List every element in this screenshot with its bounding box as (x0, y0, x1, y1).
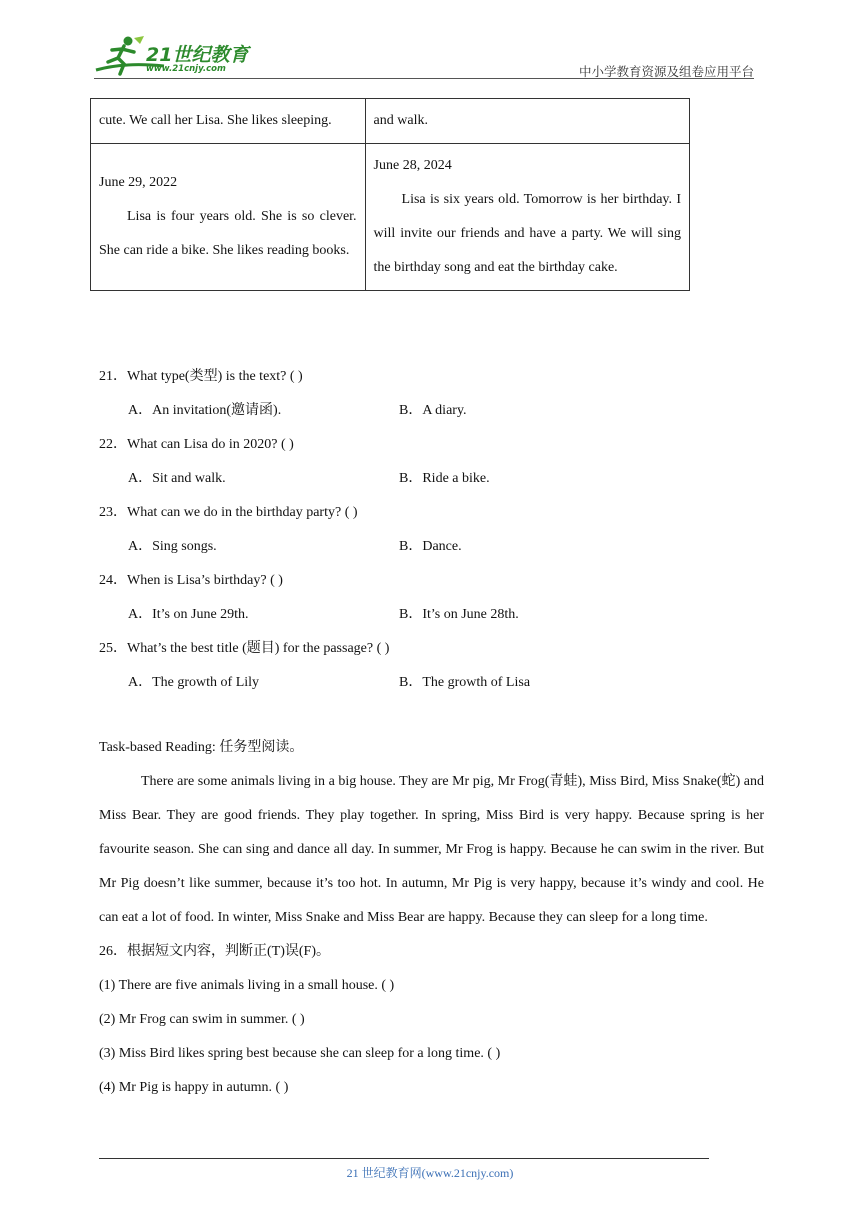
question-text: 22．What can Lisa do in 2020? ( ) (99, 437, 294, 452)
footer-divider (99, 1158, 709, 1159)
reading-paragraph: There are some animals living in a big house. They are Mr pig, Mr Frog(青蛙), Miss Bird, Miss Snake(蛇) and Miss Bear. They are good friends. They play together. In spring, Miss Bird is very happy. Because spring is her favourite season. She can sing and dance all day. In summer, Mr Frog is happy. Because he can swim in the river. But Mr Pig doesn’t like summer, because it’s too hot. In autumn, Mr Pig is very happy, because it’s windy and cool. He can eat a lot of food. In winter, Miss Snake and Miss Bear are happy. Because they can sleep for a long time. (99, 774, 764, 925)
logo-text: 21世纪教育 (146, 44, 249, 66)
entry-date: June 29, 2022 (99, 175, 178, 190)
question-text: 25．What’s the best title (题目) for the passage? ( ) (99, 641, 390, 656)
true-false-item: (1) There are five animals living in a small house. ( ) (99, 978, 395, 993)
question-text: 24．When is Lisa’s birthday? ( ) (99, 573, 283, 588)
option-b: B．The growth of Lisa (399, 675, 531, 690)
option-a: A．The growth of Lily (128, 675, 260, 690)
true-false-item: (2) Mr Frog can swim in summer. ( ) (99, 1012, 305, 1027)
option-a: A．It’s on June 29th. (128, 607, 249, 622)
question-text: 26．根据短文内容，判断正(T)误(F)。 (99, 944, 330, 959)
table-cell (91, 144, 366, 291)
question-text: 21．What type(类型) is the text? ( ) (99, 369, 303, 384)
true-false-item: (4) Mr Pig is happy in autumn. ( ) (99, 1080, 289, 1095)
option-a: A．Sit and walk. (128, 471, 226, 486)
question-options (99, 666, 764, 700)
entry-date: June 28, 2024 (373, 158, 452, 173)
footer-link[interactable]: 21 世纪教育网(www.21cnjy.com) (346, 1166, 514, 1180)
option-b: B．Ride a bike. (399, 471, 490, 486)
page-header (0, 0, 860, 80)
option-a: A．Sing songs. (128, 539, 217, 554)
question-options (99, 394, 764, 428)
option-b: B．It’s on June 28th. (399, 607, 519, 622)
option-a: A．An invitation(邀请函). (128, 403, 282, 418)
diary-table (90, 98, 690, 291)
true-false-item: (3) Miss Bird likes spring best because she can sleep for a long time. ( ) (99, 1046, 501, 1061)
header-platform-text: 中小学教育资源及组卷应用平台 (578, 64, 754, 79)
question-options (99, 462, 764, 496)
entry-text: Lisa is six years old. Tomorrow is her birthday. I will invite our friends and have a party. We will sing the birthday song and eat the birthday cake. (373, 192, 681, 275)
option-b: B．Dance. (399, 539, 462, 554)
option-b: B．A diary. (399, 403, 467, 418)
logo-url: www.21cnjy.com (146, 64, 226, 74)
section-title: Task-based Reading: 任务型阅读。 (99, 740, 304, 755)
question-options (99, 530, 764, 564)
table-cell (365, 144, 689, 291)
table-row (91, 99, 690, 144)
question-list (99, 360, 764, 700)
entry-text: Lisa is four years old. She is so clever. She can ride a bike. She likes reading books. (99, 209, 357, 258)
question-options (99, 598, 764, 632)
task-reading-section (99, 731, 764, 1105)
table-row (91, 144, 690, 291)
question-text: 23．What can we do in the birthday party? ( ) (99, 505, 358, 520)
header-divider (94, 78, 754, 79)
table-cell: and walk. (365, 99, 689, 144)
table-cell: cute. We call her Lisa. She likes sleeping. (91, 99, 366, 144)
